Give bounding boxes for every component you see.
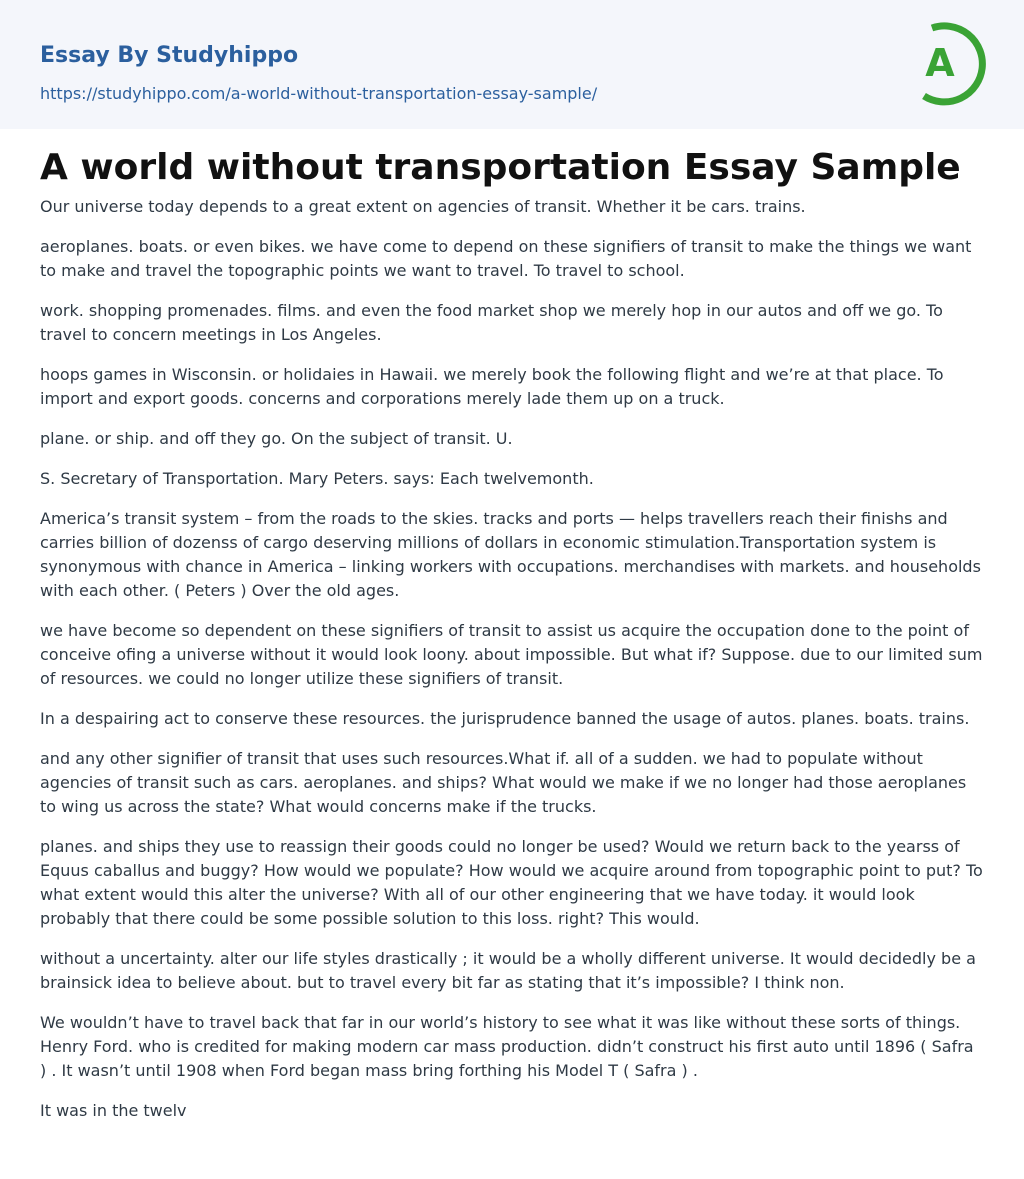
- essay-paragraph: America’s transit system – from the roads to the skies. tracks and ports — helps travellers reach their finishs and carries billion of dozenss of cargo deserving millions of dollars in economic stimulation.Transportation system is synonymous with chance in America – linking workers with occupations. merchandises with markets. and households with each other. ( Peters ) Over the old ages.: [40, 509, 981, 600]
- essay-paragraph: hoops games in Wisconsin. or holidaies in Hawaii. we merely book the following flight and we’re at that place. To import and export goods. concerns and corporations merely lade them up on a truck.: [40, 365, 944, 408]
- essay-paragraph: we have become so dependent on these signifiers of transit to assist us acquire the occupation done to the point of conceive ofing a universe without it would look loony. about impossible. But what if? Suppose. due to our limited sum of resources. we could no longer utilize these signifiers of transit.: [40, 621, 983, 688]
- site-title[interactable]: Essay By Studyhippo: [40, 43, 299, 68]
- essay-paragraph: and any other signifier of transit that uses such resources.What if. all of a sudden. we had to populate without agencies of transit such as cars. aeroplanes. and ships? What would we make if we no longer had those aeroplanes to wing us across the state? What would concerns make if the trucks.: [40, 749, 967, 816]
- essay-paragraph: In a despairing act to conserve these resources. the jurisprudence banned the usage of autos. planes. boats. trains.: [40, 709, 970, 728]
- essay-paragraph: aeroplanes. boats. or even bikes. we have come to depend on these signifiers of transit to make the things we want to make and travel the topographic points we want to travel. To travel to school.: [40, 237, 972, 280]
- essay-paragraph: work. shopping promenades. films. and even the food market shop we merely hop in our autos and off we go. To travel to concern meetings in Los Angeles.: [40, 301, 943, 344]
- essay-paragraph: S. Secretary of Transportation. Mary Peters. says: Each twelvemonth.: [40, 469, 594, 488]
- essay-body: [40, 195, 984, 1139]
- essay-paragraph: without a uncertainty. alter our life styles drastically ; it would be a wholly different universe. It would decidedly be a brainsick idea to believe about. but to travel every bit far as stating that it’s impossible? I think non.: [40, 949, 976, 992]
- essay-paragraph: We wouldn’t have to travel back that far in our world’s history to see what it was like without these sorts of things. Henry Ford. who is credited for making modern car mass production. didn’t construct his first auto until 1896 ( Safra ) . It wasn’t until 1908 when Ford began mass bring forthing his Model T ( Safra ) .: [40, 1013, 974, 1080]
- essay-paragraph: It was in the twelv: [40, 1101, 187, 1120]
- essay-paragraph: planes. and ships they use to reassign their goods could no longer be used? Would we return back to the yearss of Equus caballus and buggy? How would we populate? How would we acquire around from topographic point to put? To what extent would this alter the universe? With all of our other engineering that we have today. it would look probably that there could be some possible solution to this loss. right? This would.: [40, 837, 983, 928]
- essay-paragraph: Our universe today depends to a great extent on agencies of transit. Whether it be cars. trains.: [40, 197, 806, 216]
- logo-letter: A: [925, 41, 955, 85]
- article-url-link[interactable]: https://studyhippo.com/a-world-without-transportation-essay-sample/: [40, 84, 598, 103]
- essay-paragraph: plane. or ship. and off they go. On the subject of transit. U.: [40, 429, 513, 448]
- page-title: A world without transportation Essay Sample: [40, 147, 961, 188]
